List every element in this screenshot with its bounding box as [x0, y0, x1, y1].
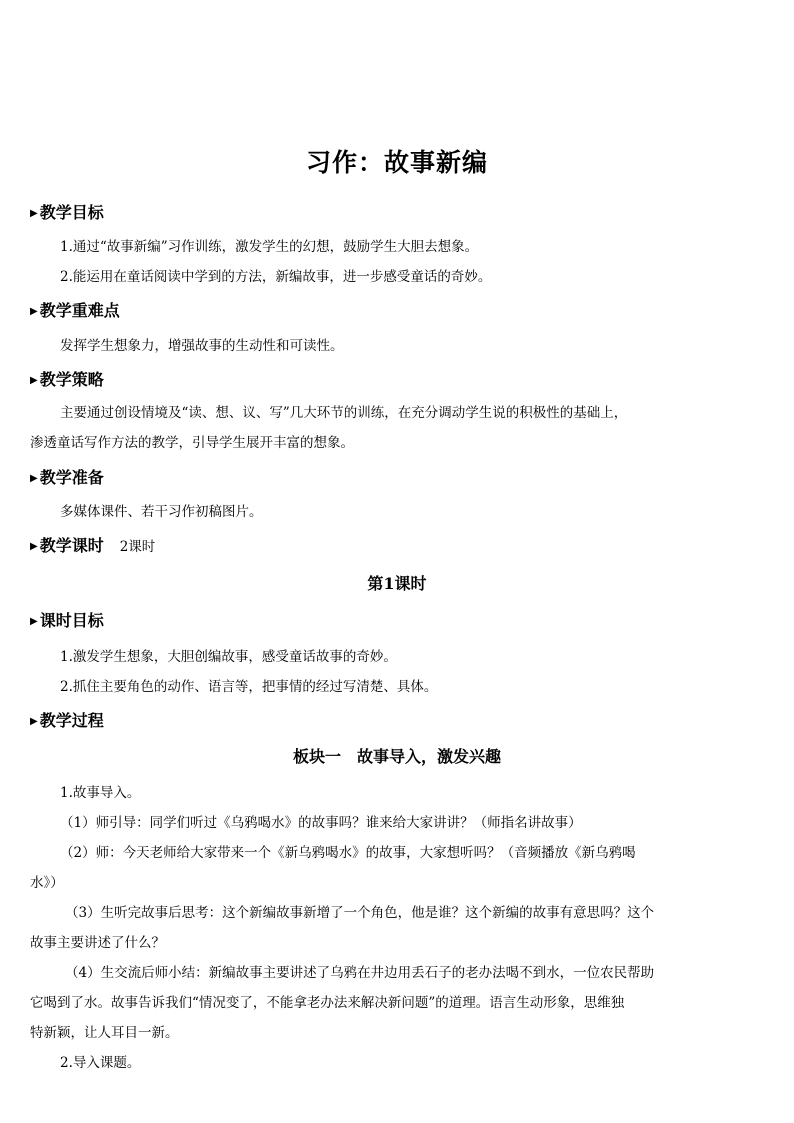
process-subitem-cont: 它喝到了水。故事告诉我们“情况变了，不能拿老办法来解决新问题”的道理。语言生动形象，思维独 [30, 995, 625, 1011]
document-title: 习作：故事新编 [305, 148, 488, 177]
heading-class-hours: ▶ 教学课时 2课时 [30, 534, 155, 559]
heading-preparation: ▶ 教学准备 [30, 466, 104, 491]
process-item: 1.故事导入。 [60, 785, 141, 801]
heading-process: ▶ 教学过程 [30, 709, 104, 734]
triangle-bullet-icon: ▶ [30, 616, 38, 627]
triangle-bullet-icon: ▶ [30, 208, 38, 219]
process-subitem: （2）师：今天老师给大家带来一个《新乌鸦喝水》的故事，大家想听吗？（音频播放《新乌鸦喝 [60, 845, 636, 861]
heading-teaching-goals: ▶ 教学目标 [30, 201, 104, 226]
heading-strategy: ▶ 教学策略 [30, 368, 104, 393]
goal-item: 1.通过“故事新编”习作训练，激发学生的幻想，鼓励学生大胆去想象。 [60, 239, 479, 255]
process-subitem-cont: 水》） [30, 875, 64, 891]
teaching-goals-list [30, 232, 765, 292]
process-subitem: （1）师引导：同学们听过《乌鸦喝水》的故事吗？谁来给大家讲讲？（师指名讲故事） [60, 815, 582, 831]
triangle-bullet-icon: ▶ [30, 306, 38, 317]
triangle-bullet-icon: ▶ [30, 716, 38, 727]
block1-heading: 板块一 故事导入，激发兴趣 [292, 747, 501, 766]
key-points-text: 发挥学生想象力，增强故事的生动性和可读性。 [60, 338, 344, 354]
heading-key-points: ▶ 教学重难点 [30, 299, 120, 324]
preparation-text: 多媒体课件、若干习作初稿图片。 [60, 504, 263, 520]
process-body [30, 778, 765, 1078]
lesson-goal-item: 1.激发学生想象，大胆创编故事，感受童话故事的奇妙。 [60, 649, 397, 665]
triangle-bullet-icon: ▶ [30, 375, 38, 386]
process-subitem: （4）生交流后师小结：新编故事主要讲述了乌鸦在井边用丢石子的老办法喝不到水，一位农民帮助 [65, 965, 655, 981]
strategy-text: 主要通过创设情境及“读、想、议、写”几大环节的训练，在充分调动学生说的积极性的基础上， 渗透童话写作方法的教学，引导学生展开丰富的想象。 [30, 405, 628, 451]
lesson-goal-item: 2.抓住主要角色的动作、语言等，把事情的经过写清楚、具体。 [60, 679, 438, 695]
process-subitem-cont: 特新颖，让人耳目一新。 [30, 1025, 179, 1041]
class-hours-value: 2课时 [119, 539, 156, 555]
lesson-goals-list [30, 642, 765, 702]
process-subitem-cont: 故事主要讲述了什么？ [30, 935, 165, 951]
lesson-heading: 第1课时 [367, 574, 427, 593]
triangle-bullet-icon: ▶ [30, 541, 38, 552]
goal-item: 2.能运用在童话阅读中学到的方法，新编故事，进一步感受童话的奇妙。 [60, 269, 492, 285]
process-subitem: （3）生听完故事后思考：这个新编故事新增了一个角色，他是谁？这个新编的故事有意思吗？这个 [65, 905, 655, 921]
triangle-bullet-icon: ▶ [30, 473, 38, 484]
heading-lesson-goals: ▶ 课时目标 [30, 609, 104, 634]
process-item: 2.导入课题。 [60, 1055, 141, 1071]
